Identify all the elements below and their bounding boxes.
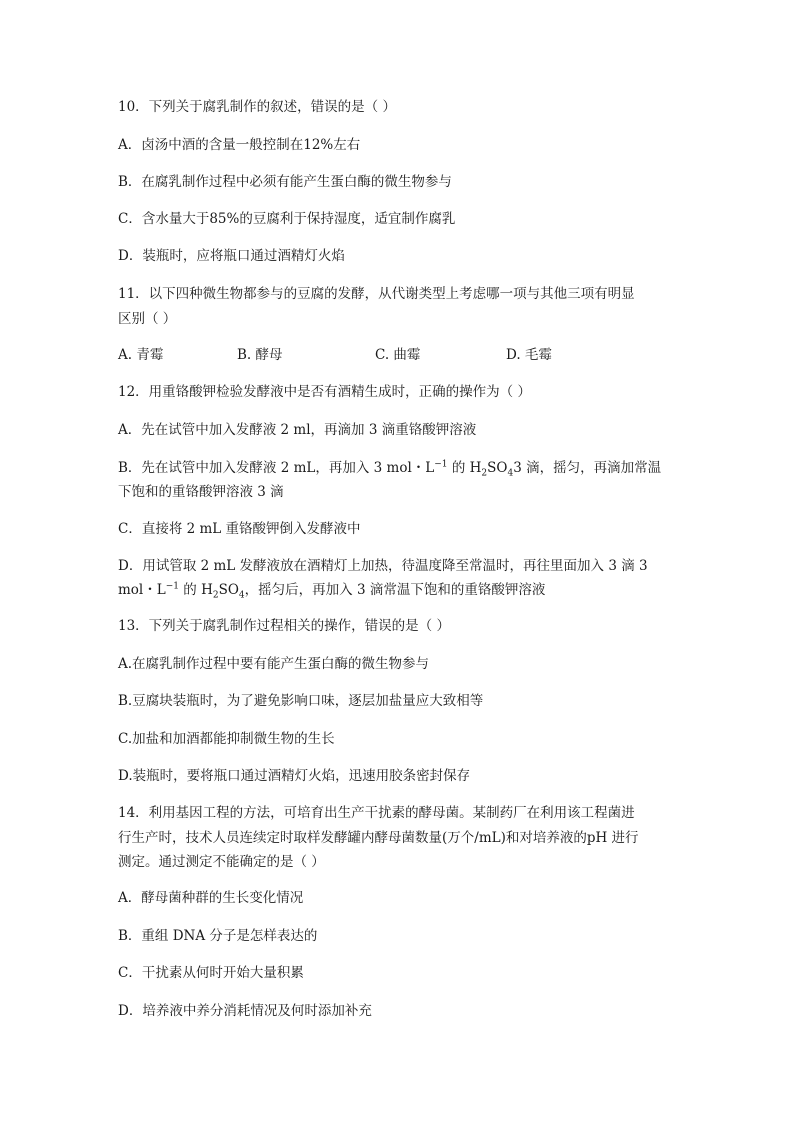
- q13-option-d: D.装瓶时，要将瓶口通过酒精灯火焰，迅速用胶条密封保存: [118, 768, 471, 784]
- q12-option-d-line1: D．用试管取 2 mL 发酵液放在酒精灯上加热，待温度降至常温时，再往里面加入 3 滴 3: [118, 558, 648, 574]
- q12-option-d-line2: [118, 578, 683, 602]
- q12-d-subscript1: 2: [212, 590, 219, 601]
- q11-stem-line1: 11．以下四种微生物都参与的豆腐的发酵，从代谢类型上考虑哪一项与其他三项有明显: [118, 286, 635, 302]
- q14-option-c: C．干扰素从何时开始大量积累: [118, 965, 304, 981]
- q13-option-b: B.豆腐块装瓶时，为了避免影响口味，逐层加盐量应大致相等: [118, 693, 484, 709]
- q14-option-d: D．培养液中养分消耗情况及何时添加补充: [118, 1003, 372, 1019]
- q12-stem: 12．用重铬酸钾检验发酵液中是否有酒精生成时，正确的操作为（ ）: [118, 384, 531, 400]
- q12-b-superscript: −1: [434, 459, 448, 470]
- q12-option-c: C．直接将 2 mL 重铬酸钾倒入发酵液中: [118, 521, 361, 537]
- q13-stem: 13．下列关于腐乳制作过程相关的操作，错误的是（ ）: [118, 618, 450, 634]
- q11-stem-line2: 区别（ ）: [118, 311, 177, 327]
- q12-d-text2: 的 H: [179, 582, 213, 598]
- q12-b-subscript2: 4: [507, 468, 514, 479]
- q12-option-b-line2: 下饱和的重铬酸钾溶液 3 滴: [118, 484, 284, 500]
- q12-d-text3: SO: [218, 582, 239, 598]
- q13-option-c: C.加盐和加酒都能抑制微生物的生长: [118, 731, 335, 747]
- q10-option-a: A．卤汤中酒的含量一般控制在12%左右: [118, 137, 361, 153]
- q11-option-a: A. 青霉: [118, 347, 164, 363]
- q12-b-text1: B．先在试管中加入发酵液 2 mL，再加入 3 mol・L: [118, 460, 435, 476]
- q10-option-d: D．装瓶时，应将瓶口通过酒精灯火焰: [118, 248, 345, 264]
- q14-option-b: B．重组 DNA 分子是怎样表达的: [118, 928, 318, 944]
- q11-option-b: B. 酵母: [237, 347, 283, 363]
- q13-option-a: A.在腐乳制作过程中要有能产生蛋白酶的微生物参与: [118, 656, 430, 672]
- q10-stem: 10．下列关于腐乳制作的叙述，错误的是（ ）: [118, 99, 396, 115]
- q12-b-text3: SO: [487, 460, 508, 476]
- q12-d-text1: mol・L: [118, 582, 166, 598]
- q12-b-subscript1: 2: [481, 468, 488, 479]
- q14-stem-line1: 14．利用基因工程的方法，可培育出生产干扰素的酵母菌。某制药厂在利用该工程菌进: [118, 805, 635, 821]
- q10-option-b: B．在腐乳制作过程中必须有能产生蛋白酶的微生物参与: [118, 174, 452, 190]
- q14-option-a: A．酵母菌种群的生长变化情况: [118, 890, 304, 906]
- q11-option-d: D. 毛霉: [506, 347, 552, 363]
- q12-b-text2: 的 H: [447, 460, 482, 476]
- q14-stem-line3: 测定。通过测定不能确定的是（ ）: [118, 854, 325, 870]
- q10-option-c: C．含水量大于85%的豆腐利于保持湿度，适宜制作腐乳: [118, 211, 456, 227]
- q12-d-text4: ，摇匀后，再加入 3 滴常温下饱和的重铬酸钾溶液: [244, 582, 546, 598]
- q12-b-text4: 3 滴，摇匀，再滴加常温: [513, 460, 662, 476]
- q14-stem-line2: 行生产时，技术人员连续定时取样发酵罐内酵母菌数量(万个/mL)和对培养液的pH 进行: [118, 830, 639, 846]
- q12-option-b-line1: [118, 456, 683, 480]
- q11-option-c: C. 曲霉: [375, 347, 421, 363]
- q12-d-superscript: −1: [165, 581, 179, 592]
- q12-d-subscript2: 4: [238, 590, 245, 601]
- q12-option-a: A．先在试管中加入发酵液 2 ml，再滴加 3 滴重铬酸钾溶液: [118, 422, 477, 438]
